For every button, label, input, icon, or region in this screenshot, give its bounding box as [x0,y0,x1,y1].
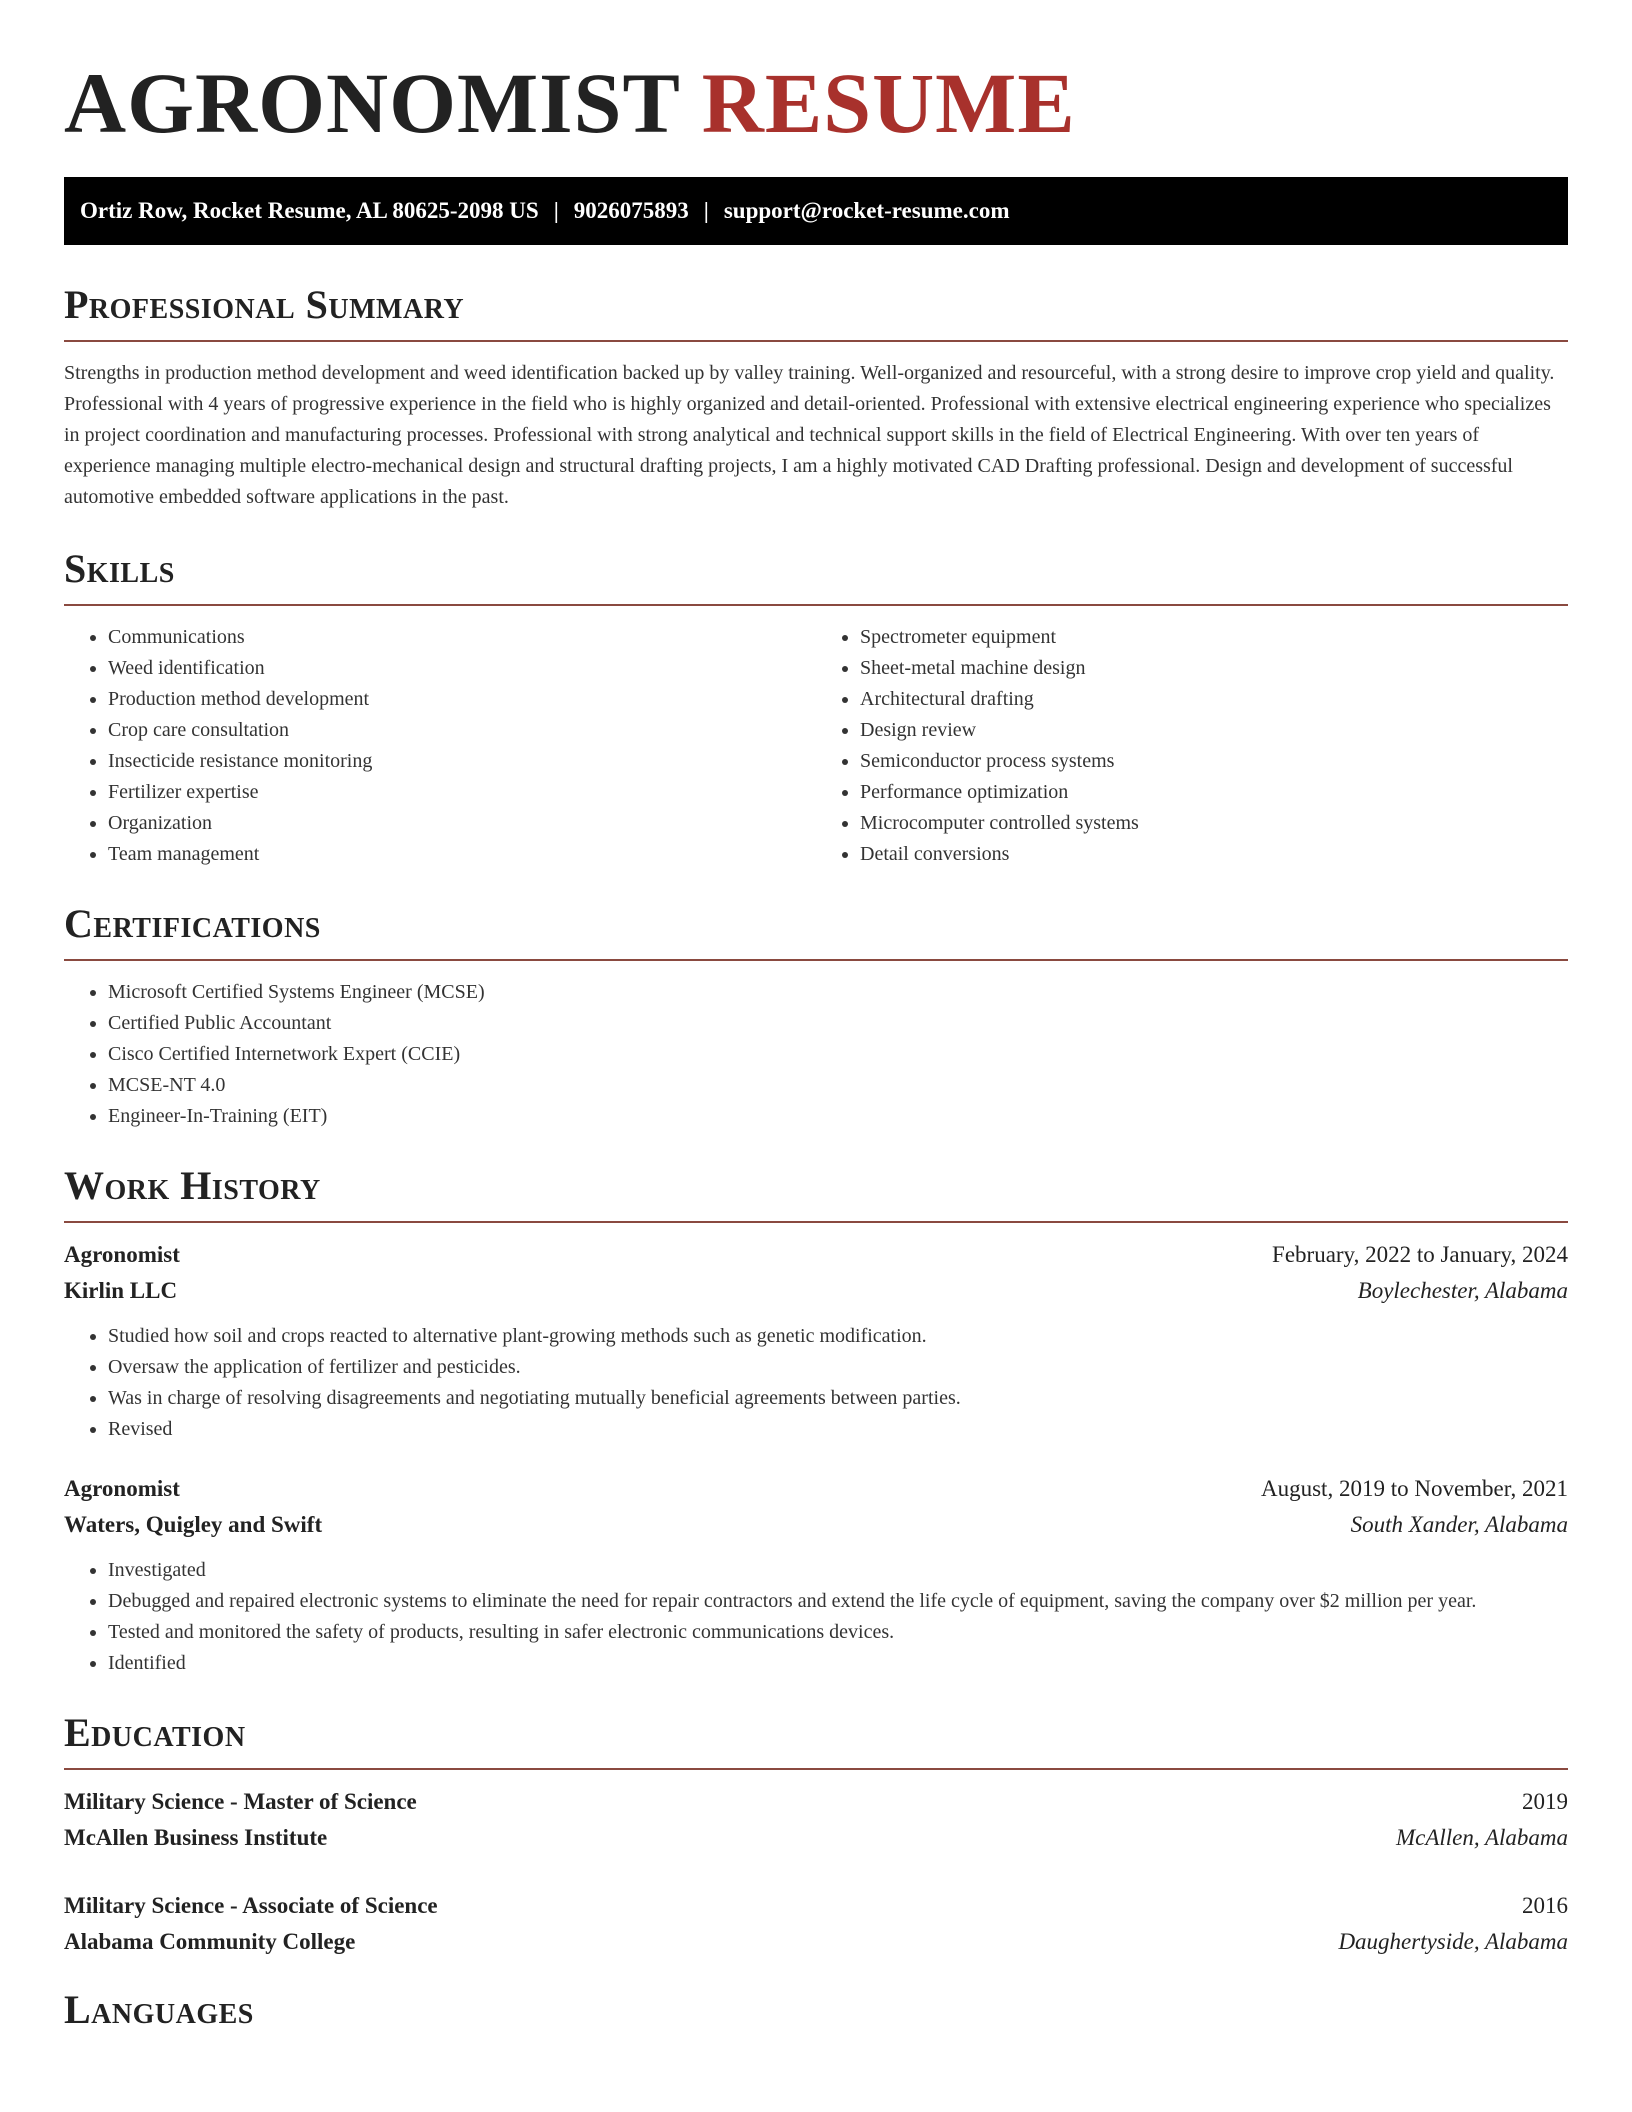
skill-item: • Architectural drafting [860,684,1568,715]
certification-item: • Certified Public Accountant [108,1008,1568,1039]
section-divider [64,1221,1568,1223]
job-duty: • Studied how soil and crops reacted to alternative plant-growing methods such as genetic modification. [108,1321,1568,1352]
skill-item: • Organization [108,808,816,839]
summary-text: Strengths in production method development and weed identification backed up by valley training. Well-organized and resourceful, with a strong desire to improve crop yield and quality. Professional with 4 years of progressive experience in the field who is highly organized and detail-oriented. Professional with extensive electrical engineering experience who specializes in project coordination and manufacturing processes. Professional with strong analytical and technical support skills in the field of Electrical Engineering. With over ten years of experience managing multiple electro-mechanical design and structural drafting projects, I am a highly motivated CAD Drafting professional. Design and development of successful automotive embedded software applications in the past. [64,362,1555,509]
skills-grid [64,622,1568,870]
job-duty: • Revised [108,1414,1568,1445]
skill-item: • Weed identification [108,653,816,684]
certification-item: • Microsoft Certified Systems Engineer (MCSE) [108,977,1568,1008]
skill-item: • Performance optimization [860,777,1568,808]
job-dates: August, 2019 to November, 2021 [1261,1476,1568,1502]
section-divider [64,959,1568,961]
education-entry [64,1784,1568,1856]
job-dates: February, 2022 to January, 2024 [1272,1242,1568,1268]
education-degree-row [64,1784,1568,1820]
skills-heading: Skills [64,546,175,592]
skill-item: • Microcomputer controlled systems [860,808,1568,839]
job-duty: • Oversaw the application of fertilizer and pesticides. [108,1352,1568,1383]
languages-heading: Languages [64,1987,254,2033]
education-year: 2019 [1522,1789,1568,1815]
job-duty: • Identified [108,1648,1568,1679]
skill-item: • Design review [860,715,1568,746]
education-location: McAllen, Alabama [1395,1825,1568,1851]
education-location: Daughertyside, Alabama [1338,1929,1568,1955]
work-history-heading: Work History [64,1163,321,1209]
education-school-row [64,1820,1568,1856]
job-entry [64,1471,1568,1679]
education-year: 2016 [1522,1893,1568,1919]
job-duties-list [64,1321,1568,1445]
certifications-section [64,900,1568,1132]
skill-item: • Production method development [108,684,816,715]
skills-column-left [64,622,816,870]
job-company-row [64,1273,1568,1309]
title-accent: RESUME [701,55,1076,151]
contact-address: Ortiz Row, Rocket Resume, AL 80625-2098 US [80,198,539,224]
education-degree: Military Science - Associate of Science [64,1893,438,1919]
contact-email: support@rocket-resume.com [723,198,1010,224]
skill-item: • Team management [108,839,816,870]
resume-title [64,0,1568,155]
contact-separator: | [553,198,559,224]
skills-list-left [64,622,816,870]
languages-section [64,1986,1568,2034]
job-location: South Xander, Alabama [1350,1512,1568,1538]
skill-item: • Semiconductor process systems [860,746,1568,777]
skill-item: • Insecticide resistance monitoring [108,746,816,777]
job-duty: • Investigated [108,1555,1568,1586]
certifications-heading: Certifications [64,901,321,947]
contact-phone: 9026075893 [573,198,689,224]
education-entry [64,1888,1568,1960]
certifications-list [64,977,1568,1132]
certification-item: • Cisco Certified Internetwork Expert (CCIE) [108,1039,1568,1070]
education-degree-row [64,1888,1568,1924]
work-history-section [64,1162,1568,1679]
education-heading: Education [64,1710,246,1756]
skill-item: • Communications [108,622,816,653]
education-school: Alabama Community College [64,1929,356,1955]
contact-separator: | [703,198,709,224]
job-title-row [64,1237,1568,1273]
certification-item: • MCSE-NT 4.0 [108,1070,1568,1101]
skills-section [64,545,1568,870]
education-degree: Military Science - Master of Science [64,1789,417,1815]
skill-item: • Fertilizer expertise [108,777,816,808]
skill-item: • Crop care consultation [108,715,816,746]
job-title-row [64,1471,1568,1507]
section-divider [64,1768,1568,1770]
education-school-row [64,1924,1568,1960]
job-duties-list [64,1555,1568,1679]
skills-list-right [816,622,1568,870]
section-divider [64,340,1568,342]
job-duty: • Was in charge of resolving disagreements and negotiating mutually beneficial agreements between parties. [108,1383,1568,1414]
education-section [64,1709,1568,1960]
job-duty: • Debugged and repaired electronic systems to eliminate the need for repair contractors and extend the life cycle of equipment, saving the company over $2 million per year. [108,1586,1568,1617]
job-title: Agronomist [64,1476,180,1502]
summary-section [64,281,1568,513]
title-main: AGRONOMIST [64,55,680,151]
job-duty: • Tested and monitored the safety of products, resulting in safer electronic communications devices. [108,1617,1568,1648]
job-company: Kirlin LLC [64,1278,178,1304]
section-divider [64,604,1568,606]
skill-item: • Spectrometer equipment [860,622,1568,653]
job-company: Waters, Quigley and Swift [64,1512,323,1538]
skill-item: • Sheet-metal machine design [860,653,1568,684]
job-title: Agronomist [64,1242,180,1268]
summary-heading: Professional Summary [64,282,465,328]
certification-item: • Engineer-In-Training (EIT) [108,1101,1568,1132]
skill-item: • Detail conversions [860,839,1568,870]
job-company-row [64,1507,1568,1543]
job-location: Boylechester, Alabama [1357,1278,1568,1304]
skills-column-right [816,622,1568,870]
education-school: McAllen Business Institute [64,1825,328,1851]
job-entry [64,1237,1568,1445]
contact-bar [64,177,1568,245]
